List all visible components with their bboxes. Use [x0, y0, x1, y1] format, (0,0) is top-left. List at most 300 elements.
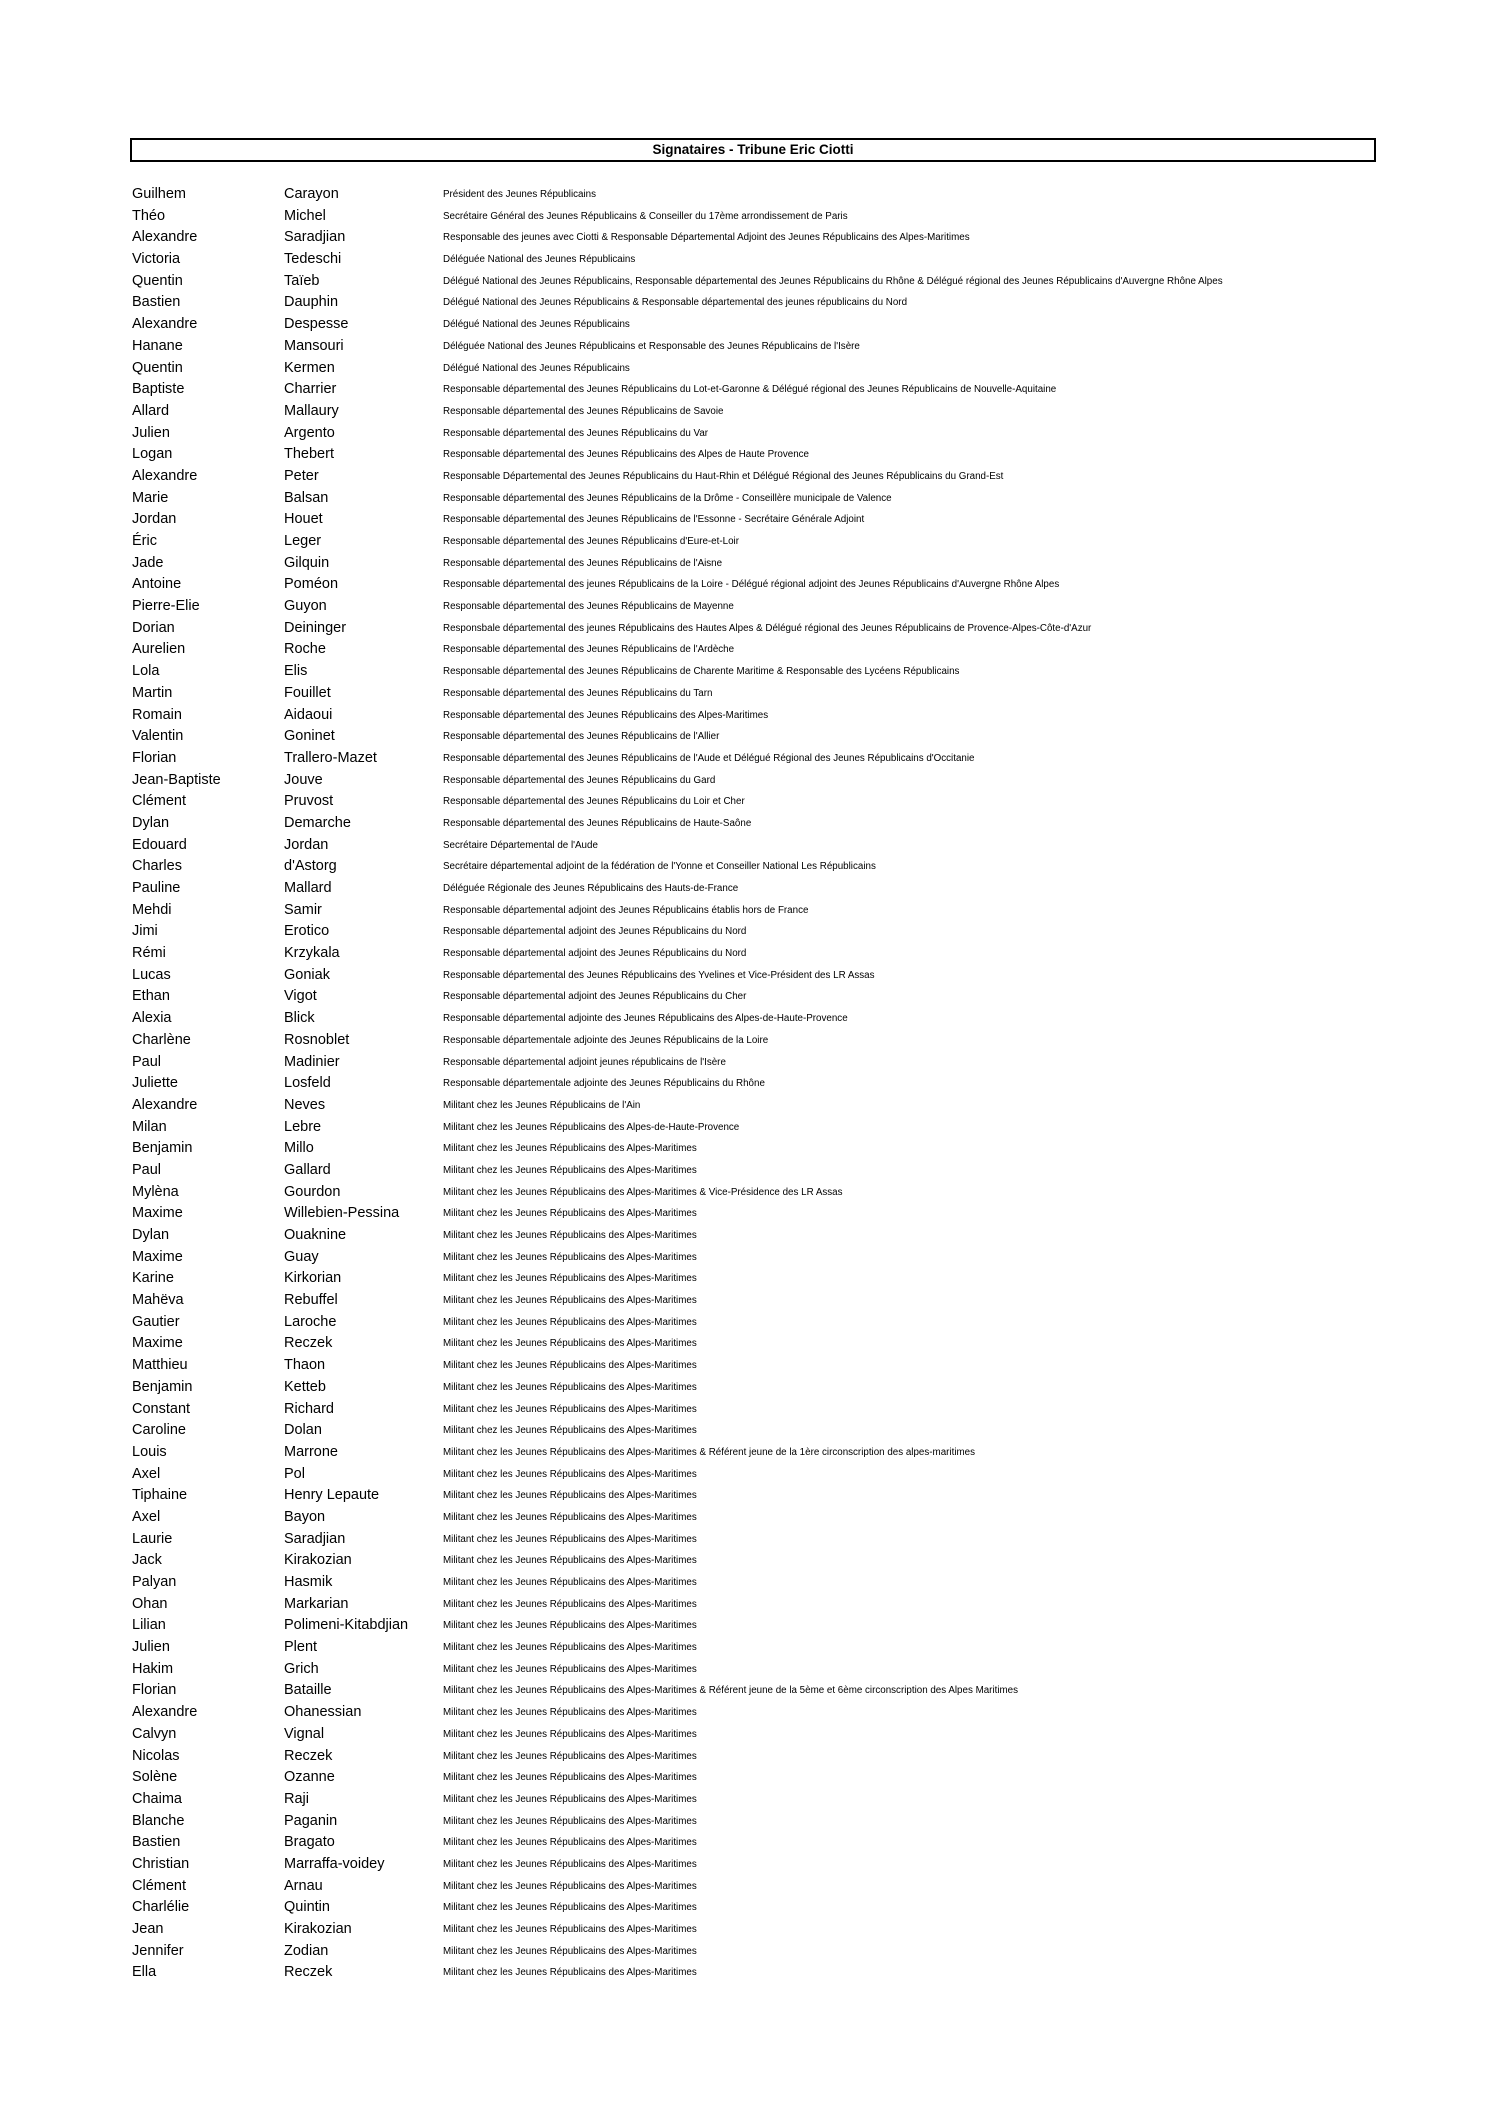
signatory-row: [132, 986, 1372, 1008]
first-name: Louis: [132, 1443, 167, 1460]
signatory-row: [132, 1962, 1372, 1984]
last-name: Bayon: [284, 1508, 326, 1525]
first-name: Jade: [132, 554, 164, 571]
last-name: Argento: [284, 424, 335, 441]
last-name: Goniak: [284, 966, 330, 983]
first-name: Julien: [132, 1639, 170, 1656]
first-name: Lola: [132, 663, 160, 680]
first-name: Bastien: [132, 294, 181, 311]
role-description: Responsable départemental des Jeunes Républicains du Gard: [443, 774, 716, 786]
signatory-row: [132, 1615, 1372, 1637]
last-name: Vignal: [284, 1725, 325, 1742]
signatory-row: [132, 1420, 1372, 1442]
first-name: Constant: [132, 1400, 191, 1417]
signatory-row: [132, 1594, 1372, 1616]
first-name: Nicolas: [132, 1747, 180, 1764]
last-name: Dauphin: [284, 294, 339, 311]
last-name: Kirakozian: [284, 1921, 352, 1937]
role-description: Militant chez les Jeunes Républicains des Alpes-Maritimes: [443, 1902, 697, 1914]
last-name: Fouillet: [284, 684, 331, 701]
role-description: Militant chez les Jeunes Républicains des Alpes-Maritimes: [443, 1598, 697, 1610]
first-name: Karine: [132, 1270, 174, 1287]
last-name: Arnau: [284, 1877, 323, 1894]
last-name: Pruvost: [284, 793, 334, 810]
signatory-row: [132, 661, 1372, 683]
last-name: Reczek: [284, 1964, 333, 1981]
role-description: Militant chez les Jeunes Républicains des Alpes-Maritimes: [443, 1858, 697, 1870]
signatory-row: [132, 1529, 1372, 1551]
last-name: d'Astorg: [284, 858, 337, 875]
first-name: Milan: [132, 1118, 167, 1135]
role-description: Militant chez les Jeunes Républicains des Alpes-Maritimes: [443, 1555, 697, 1567]
signatory-row: [132, 1138, 1372, 1160]
role-description: Militant chez les Jeunes Républicains des Alpes-Maritimes: [443, 1620, 697, 1632]
first-name: Mylèna: [132, 1183, 179, 1200]
signatory-row: [132, 943, 1372, 965]
signatory-row: [132, 705, 1372, 727]
last-name: Marraffa-voidey: [284, 1855, 385, 1872]
role-description: Militant chez les Jeunes Républicains des Alpes-Maritimes: [443, 1316, 697, 1328]
first-name: Solène: [132, 1769, 178, 1786]
signatory-row: [132, 1073, 1372, 1095]
first-name: Maxime: [132, 1335, 183, 1352]
last-name: Richard: [284, 1400, 334, 1417]
last-name: Ouaknine: [284, 1227, 347, 1243]
signatory-row: [132, 639, 1372, 661]
signatory-row: [132, 965, 1372, 987]
signatory-row: [132, 1442, 1372, 1464]
last-name: Demarche: [284, 814, 351, 831]
last-name: Laroche: [284, 1313, 337, 1330]
role-description: Responsable départemental des Jeunes Républicains de l'Ardèche: [443, 644, 735, 656]
last-name: Peter: [284, 467, 319, 484]
signatory-row: [132, 1680, 1372, 1702]
signatory-row: [132, 531, 1372, 553]
last-name: Guyon: [284, 598, 327, 615]
signatory-row: [132, 184, 1372, 206]
first-name: Victoria: [132, 251, 181, 268]
last-name: Henry Lepaute: [284, 1487, 380, 1504]
signatory-row: [132, 1854, 1372, 1876]
last-name: Poméon: [284, 576, 339, 593]
last-name: Roche: [284, 641, 326, 658]
last-name: Kermen: [284, 359, 335, 376]
last-name: Mallard: [284, 880, 332, 896]
last-name: Gilquin: [284, 554, 330, 571]
role-description: Responsable départemental des Jeunes Républicains d'Eure-et-Loir: [443, 536, 739, 547]
signatory-row: [132, 379, 1372, 401]
first-name: Alexandre: [132, 1704, 198, 1721]
last-name: Ozanne: [284, 1769, 335, 1786]
signatory-row: [132, 1876, 1372, 1898]
role-description: Militant chez les Jeunes Républicains des Alpes-Maritimes: [443, 1533, 697, 1545]
signatory-row: [132, 1550, 1372, 1572]
first-name: Valentin: [132, 728, 184, 745]
last-name: Bragato: [284, 1834, 335, 1851]
first-name: Guilhem: [132, 186, 186, 202]
signatory-row: [132, 921, 1372, 943]
first-name: Bastien: [132, 1834, 181, 1851]
role-description: Militant chez les Jeunes Républicains des Alpes-Maritimes: [443, 1707, 697, 1719]
role-description: Militant chez les Jeunes Républicains des Alpes-Maritimes: [443, 1772, 697, 1784]
role-description: Délégué National des Jeunes Républicains: [443, 362, 630, 374]
role-description: Délégué National des Jeunes Républicains: [443, 319, 630, 331]
first-name: Benjamin: [132, 1378, 193, 1395]
first-name: Chaima: [132, 1790, 182, 1807]
last-name: Erotico: [284, 923, 330, 940]
signatory-row: [132, 1225, 1372, 1247]
signatory-row: [132, 1117, 1372, 1139]
signatory-row: [132, 1724, 1372, 1746]
first-name: Logan: [132, 446, 173, 463]
signatory-row: [132, 1789, 1372, 1811]
last-name: Bataille: [284, 1682, 332, 1699]
last-name: Saradjian: [284, 229, 346, 246]
signatory-row: [132, 726, 1372, 748]
first-name: Alexandre: [132, 1096, 198, 1113]
role-description: Militant chez les Jeunes Républicains des Alpes-Maritimes: [443, 1490, 697, 1502]
role-description: Délégué National des Jeunes Républicains & Responsable départemental des jeunes républicains du Nord: [443, 297, 908, 309]
role-description: Militant chez les Jeunes Républicains des Alpes-Maritimes: [443, 1381, 697, 1393]
role-description: Déléguée National des Jeunes Républicains: [443, 254, 636, 266]
first-name: Charlène: [132, 1031, 191, 1048]
first-name: Gautier: [132, 1313, 180, 1330]
last-name: Rosnoblet: [284, 1031, 350, 1048]
signatory-row: [132, 1507, 1372, 1529]
signatory-row: [132, 336, 1372, 358]
first-name: Alexia: [132, 1010, 172, 1027]
role-description: Militant chez les Jeunes Républicains des Alpes-Maritimes: [443, 1511, 697, 1523]
first-name: Laurie: [132, 1530, 173, 1547]
signatory-row: [132, 1746, 1372, 1768]
signatory-row: [132, 1572, 1372, 1594]
signatory-row: [132, 1052, 1372, 1074]
signatory-row: [132, 748, 1372, 770]
signatory-row: [132, 835, 1372, 857]
first-name: Éric: [132, 533, 157, 549]
role-description: Militant chez les Jeunes Républicains des Alpes-Maritimes: [443, 1880, 697, 1892]
last-name: Samir: [284, 901, 322, 918]
first-name: Jack: [132, 1552, 162, 1569]
role-description: Responsable départemental adjoint des Jeunes Républicains du Cher: [443, 991, 747, 1003]
role-description: Déléguée National des Jeunes Républicains et Responsable des Jeunes Républicains de l'Isère: [443, 340, 860, 352]
first-name: Blanche: [132, 1812, 185, 1829]
first-name: Jean-Baptiste: [132, 771, 221, 788]
first-name: Calvyn: [132, 1725, 177, 1742]
role-description: Responsable départemental des Jeunes Républicains de Charente Maritime & Responsable des Lycéens Républicains: [443, 666, 960, 678]
first-name: Dylan: [132, 1227, 170, 1243]
signatory-row: [132, 227, 1372, 249]
last-name: Neves: [284, 1096, 326, 1113]
signatory-row: [132, 358, 1372, 380]
role-description: Militant chez les Jeunes Républicains des Alpes-Maritimes: [443, 1967, 697, 1979]
role-description: Militant chez les Jeunes Républicains des Alpes-Maritimes & Référent jeune de la 1ère circonscription des alpes-maritimes: [443, 1446, 975, 1458]
first-name: Pierre-Elie: [132, 598, 200, 615]
role-description: Responsable départemental adjoint des Jeunes Républicains du Nord: [443, 948, 747, 960]
signatory-row: [132, 1268, 1372, 1290]
last-name: Leger: [284, 533, 322, 549]
first-name: Charles: [132, 858, 182, 875]
signatory-row: [132, 1659, 1372, 1681]
role-description: Responsable départemental des Jeunes Républicains de l'Aude et Délégué Régional des Jeunes Républicains d'Occitanie: [443, 752, 975, 764]
signatory-row: [132, 1333, 1372, 1355]
role-description: Responsable départementale adjointe des Jeunes Républicains du Rhône: [443, 1078, 765, 1090]
last-name: Ketteb: [284, 1378, 326, 1395]
role-description: Responsable départemental adjoint jeunes républicains de l'Isère: [443, 1056, 726, 1068]
role-description: Responsable des jeunes avec Ciotti & Responsable Départemental Adjoint des Jeunes Républicains des Alpes-Maritimes: [443, 232, 970, 244]
last-name: Losfeld: [284, 1075, 331, 1092]
signatory-row: [132, 1247, 1372, 1269]
role-description: Militant chez les Jeunes Républicains des Alpes-de-Haute-Provence: [443, 1121, 740, 1133]
role-description: Militant chez les Jeunes Républicains des Alpes-Maritimes: [443, 1642, 697, 1654]
last-name: Saradjian: [284, 1530, 346, 1547]
first-name: Lilian: [132, 1617, 166, 1634]
last-name: Plent: [284, 1639, 318, 1656]
last-name: Rebuffel: [284, 1292, 338, 1309]
signatory-row: [132, 791, 1372, 813]
role-description: Militant chez les Jeunes Républicains des Alpes-Maritimes: [443, 1577, 697, 1588]
last-name: Taïeb: [284, 272, 320, 289]
first-name: Antoine: [132, 576, 182, 593]
first-name: Mahëva: [132, 1292, 184, 1309]
role-description: Militant chez les Jeunes Républicains des Alpes-Maritimes: [443, 1338, 697, 1350]
signatory-row: [132, 1832, 1372, 1854]
role-description: Militant chez les Jeunes Républicains des Alpes-Maritimes: [443, 1208, 697, 1220]
signatory-row: [132, 1485, 1372, 1507]
first-name: Lucas: [132, 966, 171, 983]
role-description: Responsable départemental des Jeunes Républicains du Lot-et-Garonne & Délégué régional des Jeunes Républicains de Nouvelle-Aquitaine: [443, 384, 1057, 396]
last-name: Gourdon: [284, 1183, 341, 1200]
last-name: Gallard: [284, 1161, 331, 1178]
signatory-row: [132, 770, 1372, 792]
document-title: Signataires - Tribune Eric Ciotti: [130, 138, 1376, 162]
first-name: Caroline: [132, 1422, 186, 1439]
first-name: Tiphaine: [132, 1487, 188, 1504]
last-name: Marrone: [284, 1443, 338, 1460]
first-name: Matthieu: [132, 1357, 188, 1374]
first-name: Paul: [132, 1161, 162, 1178]
first-name: Mehdi: [132, 901, 172, 918]
last-name: Raji: [284, 1790, 309, 1807]
role-description: Secrétaire départemental adjoint de la fédération de l'Yonne et Conseiller National Les Républicains: [443, 861, 876, 873]
last-name: Goninet: [284, 728, 335, 745]
signatory-row: [132, 1377, 1372, 1399]
signatory-row: [132, 249, 1372, 271]
signatory-row: [132, 813, 1372, 835]
role-description: Militant chez les Jeunes Républicains des Alpes-Maritimes: [443, 1728, 697, 1740]
role-description: Militant chez les Jeunes Républicains des Alpes-Maritimes: [443, 1164, 697, 1176]
role-description: Responsable départemental des Jeunes Républicains de la Drôme - Conseillère municipale de Valence: [443, 492, 892, 504]
signatory-row: [132, 509, 1372, 531]
role-description: Responsable départemental des Jeunes Républicains du Tarn: [443, 687, 713, 699]
last-name: Despesse: [284, 316, 349, 333]
first-name: Clément: [132, 1877, 186, 1894]
first-name: Charlélie: [132, 1899, 190, 1916]
role-description: Délégué National des Jeunes Républicains, Responsable départemental des Jeunes Républicains du Rhône & Délégué régional des Jeunes Républicains d'Auvergne Rhône Alpes: [443, 275, 1223, 287]
last-name: Houet: [284, 511, 323, 528]
first-name: Juliette: [132, 1075, 178, 1092]
signatory-row: [132, 423, 1372, 445]
role-description: Militant chez les Jeunes Républicains des Alpes-Maritimes: [443, 1750, 697, 1762]
last-name: Elis: [284, 663, 308, 680]
last-name: Aidaoui: [284, 706, 333, 723]
first-name: Dylan: [132, 814, 170, 831]
first-name: Aurelien: [132, 641, 186, 658]
last-name: Charrier: [284, 381, 337, 398]
last-name: Reczek: [284, 1747, 333, 1764]
last-name: Lebre: [284, 1118, 322, 1135]
signatory-row: [132, 401, 1372, 423]
first-name: Edouard: [132, 836, 187, 853]
last-name: Willebien-Pessina: [284, 1205, 400, 1222]
first-name: Maxime: [132, 1205, 183, 1222]
signatory-row: [132, 292, 1372, 314]
last-name: Carayon: [284, 186, 339, 202]
signatory-row: [132, 596, 1372, 618]
role-description: Responsable départemental des Jeunes Républicains des Yvelines et Vice-Président des LR Assas: [443, 969, 875, 981]
role-description: Secrétaire Départemental de l'Aude: [443, 839, 598, 851]
last-name: Millo: [284, 1140, 314, 1157]
last-name: Tedeschi: [284, 251, 342, 268]
signatory-row: [132, 1095, 1372, 1117]
first-name: Pauline: [132, 880, 181, 896]
last-name: Krzykala: [284, 945, 340, 962]
signatory-row: [132, 683, 1372, 705]
role-description: Militant chez les Jeunes Républicains des Alpes-Maritimes: [443, 1273, 697, 1285]
signatory-row: [132, 1767, 1372, 1789]
last-name: Quintin: [284, 1899, 330, 1916]
role-description: Militant chez les Jeunes Républicains des Alpes-Maritimes: [443, 1251, 697, 1263]
signatory-row: [132, 466, 1372, 488]
last-name: Mansouri: [284, 337, 344, 354]
first-name: Ella: [132, 1964, 157, 1981]
role-description: Militant chez les Jeunes Républicains des Alpes-Maritimes: [443, 1924, 697, 1935]
first-name: Dorian: [132, 619, 175, 636]
first-name: Alexandre: [132, 229, 198, 246]
role-description: Militant chez les Jeunes Républicains des Alpes-Maritimes: [443, 1793, 697, 1805]
signatory-row: [132, 1290, 1372, 1312]
signatories-list: [132, 184, 1372, 1984]
last-name: Paganin: [284, 1812, 338, 1829]
role-description: Militant chez les Jeunes Républicains des Alpes-Maritimes: [443, 1837, 697, 1849]
signatory-row: [132, 1399, 1372, 1421]
signatory-row: [132, 900, 1372, 922]
role-description: Responsable départemental des Jeunes Républicains de l'Allier: [443, 731, 720, 743]
role-description: Responsable départemental des Jeunes Républicains du Loir et Cher: [443, 796, 745, 808]
role-description: Militant chez les Jeunes Républicains des Alpes-Maritimes: [443, 1945, 697, 1957]
role-description: Responsable départemental des Jeunes Républicains de Haute-Saône: [443, 817, 752, 829]
signatory-row: [132, 553, 1372, 575]
last-name: Jouve: [284, 771, 323, 788]
first-name: Ethan: [132, 988, 170, 1005]
last-name: Deininger: [284, 619, 347, 636]
role-description: Responsable départemental des Jeunes Républicains de Savoie: [443, 405, 724, 417]
first-name: Romain: [132, 706, 182, 723]
signatory-row: [132, 206, 1372, 228]
role-description: Militant chez les Jeunes Républicains des Alpes-Maritimes: [443, 1360, 697, 1372]
signatory-row: [132, 488, 1372, 510]
last-name: Jordan: [284, 836, 329, 853]
role-description: Responsbale départemental des jeunes Républicains des Hautes Alpes & Délégué régional des Jeunes Républicains de Provence-Alpes-Côte-d'Azur: [443, 622, 1092, 634]
first-name: Palyan: [132, 1574, 177, 1590]
first-name: Rémi: [132, 945, 166, 962]
signatory-row: [132, 574, 1372, 596]
role-description: Président des Jeunes Républicains: [443, 189, 597, 200]
last-name: Kirkorian: [284, 1270, 342, 1287]
last-name: Vigot: [284, 988, 317, 1005]
first-name: Jordan: [132, 511, 177, 528]
role-description: Militant chez les Jeunes Républicains des Alpes-Maritimes: [443, 1815, 697, 1827]
signatory-row: [132, 1897, 1372, 1919]
signatory-row: [132, 1355, 1372, 1377]
first-name: Clément: [132, 793, 186, 810]
signatory-row: [132, 444, 1372, 466]
last-name: Mallaury: [284, 402, 339, 419]
last-name: Guay: [284, 1248, 319, 1265]
role-description: Déléguée Régionale des Jeunes Républicains des Hauts-de-France: [443, 883, 739, 894]
signatory-row: [132, 1464, 1372, 1486]
role-description: Responsable départemental des Jeunes Républicains de l'Essonne - Secrétaire Générale Adjoint: [443, 514, 865, 526]
role-description: Militant chez les Jeunes Républicains des Alpes-Maritimes: [443, 1403, 697, 1415]
last-name: Kirakozian: [284, 1552, 352, 1569]
role-description: Militant chez les Jeunes Républicains des Alpes-Maritimes & Référent jeune de la 5ème et 6ème circonscription des Alpes Maritimes: [443, 1685, 1019, 1697]
first-name: Christian: [132, 1855, 190, 1872]
signatory-row: [132, 1203, 1372, 1225]
role-description: Responsable départemental des Jeunes Républicains des Alpes-Maritimes: [443, 709, 769, 721]
role-description: Militant chez les Jeunes Républicains des Alpes-Maritimes: [443, 1295, 697, 1307]
signatory-row: [132, 1312, 1372, 1334]
first-name: Baptiste: [132, 381, 185, 398]
first-name: Jean: [132, 1921, 164, 1937]
last-name: Polimeni-Kitabdjian: [284, 1617, 409, 1634]
signatory-row: [132, 1160, 1372, 1182]
first-name: Benjamin: [132, 1140, 193, 1157]
first-name: Allard: [132, 402, 170, 419]
role-description: Militant chez les Jeunes Républicains des Alpes-Maritimes: [443, 1230, 697, 1241]
role-description: Responsable départemental des Jeunes Républicains du Var: [443, 427, 709, 439]
role-description: Responsable départemental des jeunes Républicains de la Loire - Délégué régional adjoint des Jeunes Républicains d'Auvergne Rhône Alpes: [443, 579, 1060, 591]
last-name: Dolan: [284, 1422, 322, 1439]
signatory-row: [132, 1637, 1372, 1659]
role-description: Responsable départemental des Jeunes Républicains de Mayenne: [443, 601, 734, 613]
signatory-row: [132, 618, 1372, 640]
first-name: Florian: [132, 749, 177, 766]
role-description: Responsable départemental adjoint des Jeunes Républicains établis hors de France: [443, 904, 809, 916]
last-name: Trallero-Mazet: [284, 749, 377, 766]
role-description: Militant chez les Jeunes Républicains des Alpes-Maritimes: [443, 1143, 697, 1155]
first-name: Hakim: [132, 1660, 174, 1677]
last-name: Blick: [284, 1010, 315, 1027]
first-name: Quentin: [132, 272, 183, 289]
last-name: Markarian: [284, 1595, 349, 1612]
first-name: Jennifer: [132, 1942, 184, 1959]
last-name: Thaon: [284, 1357, 326, 1374]
first-name: Théo: [132, 207, 166, 224]
first-name: Axel: [132, 1508, 161, 1525]
first-name: Florian: [132, 1682, 177, 1699]
signatory-row: [132, 1811, 1372, 1833]
role-description: Militant chez les Jeunes Républicains des Alpes-Maritimes: [443, 1663, 697, 1675]
signatory-row: [132, 1919, 1372, 1941]
first-name: Julien: [132, 424, 170, 441]
signatory-row: [132, 271, 1372, 293]
first-name: Maxime: [132, 1248, 183, 1265]
role-description: Responsable départemental des Jeunes Républicains des Alpes de Haute Provence: [443, 449, 809, 461]
last-name: Balsan: [284, 489, 329, 506]
signatory-row: [132, 1702, 1372, 1724]
first-name: Paul: [132, 1053, 162, 1070]
role-description: Militant chez les Jeunes Républicains des Alpes-Maritimes: [443, 1468, 697, 1480]
